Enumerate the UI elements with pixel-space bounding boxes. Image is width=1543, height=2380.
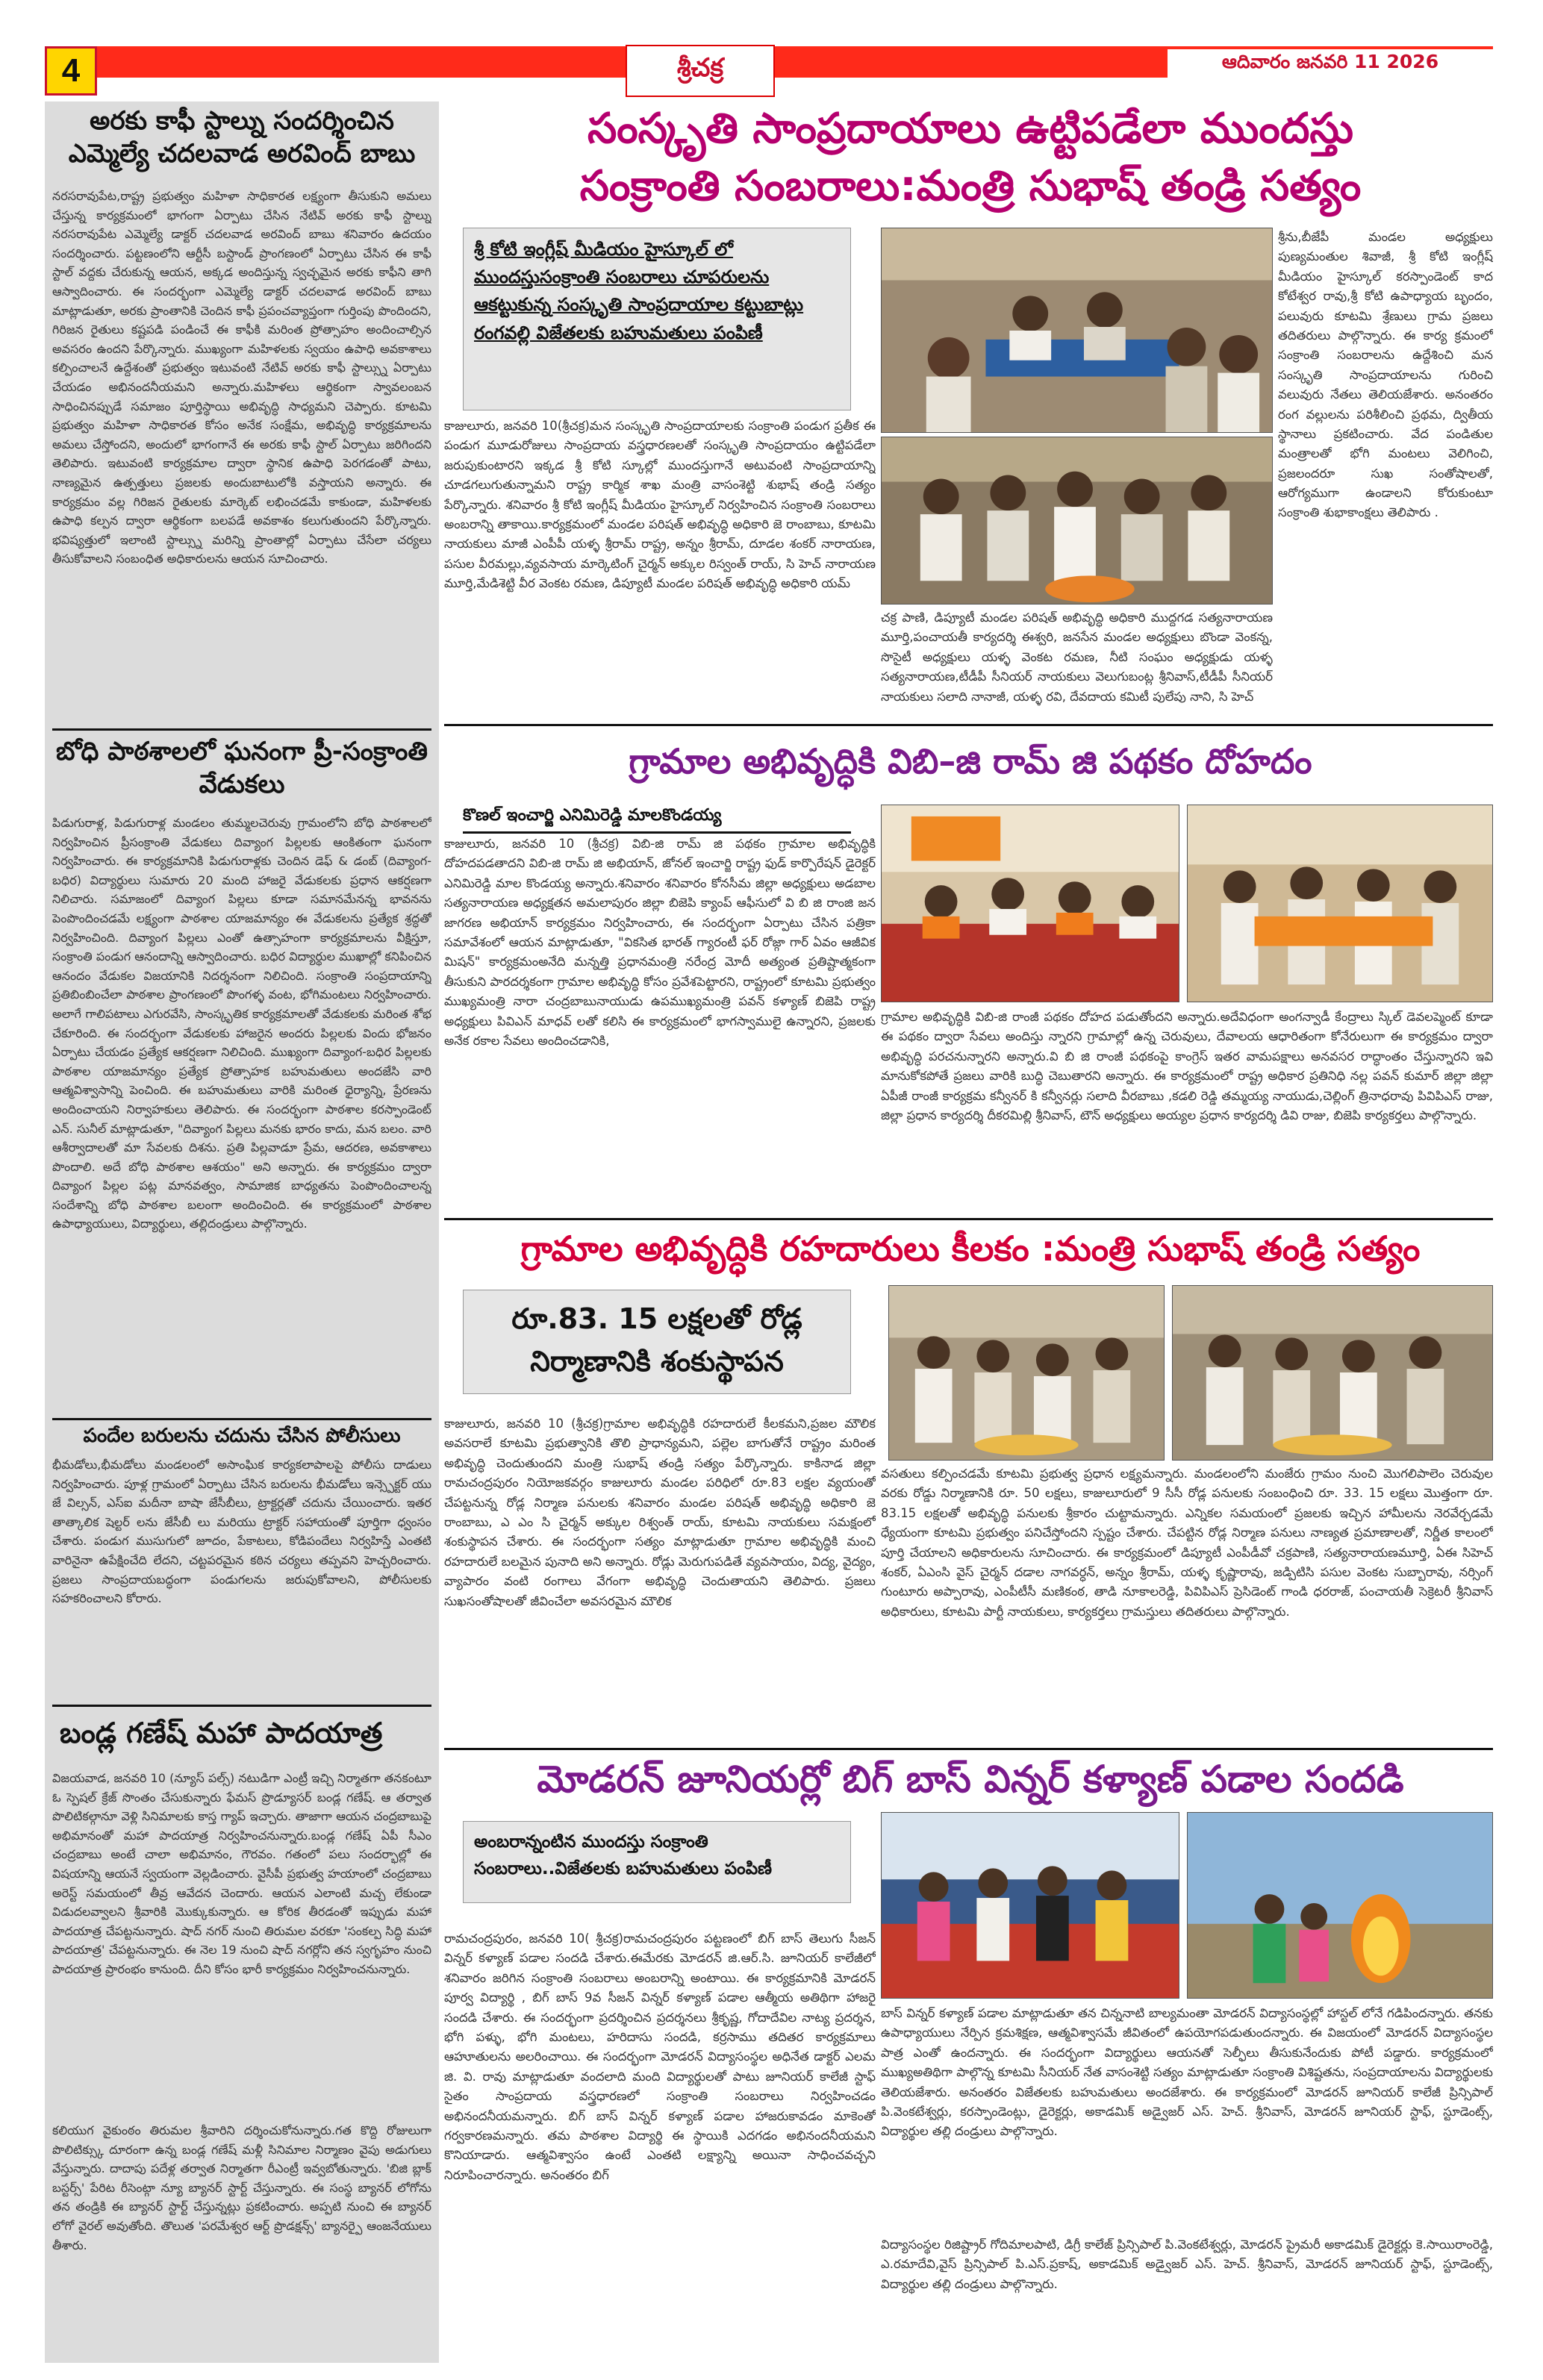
article-body-bigg-boss-right: బాస్ విన్నర్ కళ్యాణ్ పడాల మాట్లాడుతూ తన చిన్ననాటి బాల్యమంతా మోడరన్ విద్యాసంస్థల్లో హాస్టల్ లోనే గడిపిందన్నారు. తనకు ఉపాధ్యాయులు నేర్పిన క్రమశిక్షణ, ఆత్మవిశ్వాసమే జీవితంలో ఉపయోగపడుతుందన్నారు. ఈ విజయంలో మోడరన్ విద్యాసంస్థల పాత్ర ఎంతో ఉందన్నారు. ఈ సందర్భంగా విద్యార్థులు ఆయనతో సెల్ఫీలు తీసుకునేందుకు పోటీ పడ్డారు. కార్యక్రమంలో ముఖ్యఅతిథిగా పాల్గొన్న కూటమి సీనియర్ నేత వాసంశెట్టి సత్యం మాట్లాడుతూ సంక్రాంతి విశిష్టతను, సంప్రదాయాలను విద్యార్థులకు తెలియజేశారు. అనంతరం విజేతలకు బహుమతులు అందజేశారు. ఈ కార్యక్రమంలో మోడరన్ జూనియర్ కాలేజీ ప్రిన్సిపాల్ పి.వెంకటేశ్వర్లు, కరస్పాండెంట్లు, డైరెక్టర్లు, అకాడమిక్ అడ్వైజర్ ఎస్. హెచ్. శ్రీనివాస్, మోడరన్ జూనియర్ స్టాఫ్, స్టూడెంట్స్, విద్యార్థుల తల్లి దండ్రులు పాల్గొన్నారు. bbox=[881, 2006, 1493, 2139]
subheadline-sankranti: శ్రీ కోటి ఇంగ్లీష్ మీడియం హైస్కూల్ లో ముందస్తుసంక్రాంతి సంబరాలు చూపరులను ఆకట్టుకున్న సంస్కృతి సాంప్రదాయాల కట్టుబాట్లు రంగవల్లి విజేతలకు బహుమతులు పంపిణీ bbox=[463, 228, 851, 410]
article-body-sankranti-right: శ్రీను,బీజేపీ మండల అధ్యక్షులు పుణ్యమంతుల శివాజీ, శ్రీ కోటి ఇంగ్లీష్ మీడియం హైస్కూల్ కరస్పాండెంట్ కాద కోటేశ్వర రావు,శ్రీ కోటి ఉపాధ్యాయ బృందం, పలువురు కూటమి శ్రేణులు గ్రామ ప్రజలు తదితరులు పాల్గొన్నారు. ఈ కార్య క్రమంలో సంక్రాంతి సంబరాలను ఉద్దేశించి మన సంస్కృతి సాంప్రదాయాలను గురించి వలువురు నేతలు తెలియజేశారు. అనంతరం రంగ వల్లులను పరిశీలించి ప్రథమ, ద్వితీయ స్థానాలు ప్రకటించారు. వేద పండితుల మంత్రాలతో భోగి మంటలు వెలిగించి, ప్రజలందరూ సుఖ సంతోషాలతో, ఆరోగ్యముగా ఉండాలని కోరుకుంటూ సంక్రాంతి శుభాకాంక్షలు తెలిపారు . bbox=[1278, 230, 1493, 520]
headline-sankranti-line2: సంక్రాంతి సంబరాలు:మంత్రి సుభాష్ తండ్రి సత్యం bbox=[579, 162, 1362, 210]
divider bbox=[444, 724, 1493, 726]
byline-vb-g-ramji: కొణల్ ఇంచార్జి ఎనిమిరెడ్డి మాలకొండయ్య bbox=[463, 806, 851, 834]
photo-bjp-press-meet bbox=[881, 805, 1179, 1002]
photo-sankranti-bonfire bbox=[881, 437, 1273, 605]
divider bbox=[52, 1418, 431, 1420]
article-body-bandla-ganesh-cont: కలియుగ వైకుంఠం తిరుమల శ్రీవారిని దర్శించుకోనున్నారు.గత కొద్ది రోజులుగా పొలిటిక్స్కు దూరంగా ఉన్న బండ్ల గణేష్ మళ్లీ సినిమాల నిర్మాణం వైపు అడుగులు వేస్తున్నారు. దాదాపు పదేళ్ల తర్వాత నిర్మాతగా రీఎంట్రీ ఇవ్వబోతున్నారు. 'బిజి బ్లాక్ బస్టర్స్' పేరిట రీసెంట్గా న్యూ బ్యానర్ స్టార్ట్ చేస్తున్నారు. ఈ సంస్థ బ్యానర్ లోగోను తన తండ్రికి ఈ బ్యానర్ స్టార్ట్ చేస్తున్నట్లు ప్రకటించారు. అప్పటి నుంచి ఈ బ్యానర్ లోగో వైరల్ అవుతోంది. తొలుత 'పరమేశ్వర ఆర్ట్ ప్రొడక్షన్స్' బ్యానర్పై ఆంజనేయులు తీశారు. bbox=[52, 2123, 431, 2252]
article-body-araku-coffee: నరసరావుపేట,రాష్ట్ర ప్రభుత్వం మహిళా సాధికారత లక్ష్యంగా తీసుకుని అమలు చేస్తున్న కార్యక్రమంలో భాగంగా ఏర్పాటు చేసిన నేటివ్ అరకు కాఫీ స్టాల్ను నరసరావుపేట ఎమ్మెల్యే డాక్టర్ చదలవాడ అరవింద్ బాబు శనివారం ఉదయం సందర్శించారు. పట్టణంలోని ఆర్టీసీ బస్టాండ్ ప్రాంగణంలో ఏర్పాటు చేసిన ఈ కాఫీ స్టాల్ వద్దకు చేరుకున్న ఆయన, అక్కడ అందిస్తున్న స్వచ్ఛమైన అరకు కాఫీని తాగి ఆస్వాదించారు. ఈ సందర్భంగా ఎమ్మెల్యే డాక్టర్ చదలవాడ అరవింద్ బాబు మాట్లాడుతూ, అరకు ప్రాంతానికి చెందిన కాఫీ ప్రపంచవ్యాప్తంగా గుర్తింపు పొందిందని, గిరిజన రైతులు కష్టపడి పండించే ఈ కాఫీకి మరింత ప్రోత్సాహం అందించాల్సిన అవసరం ఉందని పేర్కొన్నారు. ముఖ్యంగా మహిళలకు స్వయం ఉపాధి అవకాశాలు కల్పించాలనే ఉద్దేశంతో ప్రభుత్వం ఇటువంటి నేటివ్ అరకు కాఫీ స్టాల్స్ను ఏర్పాటు చేయడం అభినందనీయమని అన్నారు.మహిళలు ఆర్థికంగా స్వావలంబన సాధించినప్పుడే సమాజం పూర్తిస్థాయి అభివృద్ధి సాధ్యమని చెప్పారు. కూటమి ప్రభుత్వం మహిళా సాధికారత కోసం అనేక సంక్షేమ, అభివృద్ధి కార్యక్రమాలను అమలు చేస్తోందని, అందులో భాగంగానే ఈ అరకు కాఫీ స్టాల్ ఏర్పాటు జరిగిందని తెలిపారు. ఇటువంటి కార్యక్రమాల ద్వారా స్థానిక ఉపాధి పెరగడంతో పాటు, నాణ్యమైన ఉత్పత్తులు ప్రజలకు అందుబాటులోకి వస్తాయని అన్నారు. ఈ కార్యక్రమం వల్ల గిరిజన రైతులకు మార్కెట్ లభించడమే కాకుండా, మహిళలకు ఉపాధి కల్పన ద్వారా ఆర్థికంగా బలపడే అవకాశం కలుగుతుందని పేర్కొన్నారు. భవిష్యత్తులో ఇలాంటి స్టాల్స్ను మరిన్ని ప్రాంతాల్లో ఏర్పాటు చేసేలా చర్యలు తీసుకోవాలని సంబంధిత అధికారులను ఆయన సూచించారు. bbox=[52, 189, 431, 566]
article-body-vb-g-ramji: కాజులూరు, జనవరి 10 (శ్రీచక్ర) విబి-జి రామ్ జి పథకం గ్రామాల అభివృద్ధికి దోహదపడతాదని విబి-జి రామ్ జి అభియాన్, జోనల్ ఇంచార్జి రాష్ట్ర ఫుడ్ కార్పొరేషన్ డైరెక్టర్ ఎనిమిరెడ్డి మాల కొండయ్య అన్నారు.శనివారం శనివారం కోనసీమ జిల్లా అధ్యక్షులు అడబాల సత్యనారాయణ అధ్యక్షతన అమలాపురం జిల్లా బిజెపి క్యాంప్ ఆఫీసులో వి బి జి రాంజి జన జాగరణ అభియాన్ కార్యక్రమం నిర్వహించారు, ఈ సందర్భంగా ఏర్పాటు చేసిన పత్రికా సమావేశంలో ఆయన మాట్లాడుతూ, "వికసిత భారత్ గ్యారంటీ ఫర్ రోజ్గా గార్ ఏవం ఆజీవిక మిషన్" కార్యక్రమంఅనేది మన్నత్తి ప్రధానమంత్రి నరేంద్ర మోదీ అత్యంత ప్రతిష్టాత్మకంగా తీసుకుని పారదర్శకంగా గ్రామాల అభివృద్ధి కోసం ప్రవేశపెట్టారని, రాష్ట్రంలో కూటమి ప్రభుత్వం ముఖ్యమంత్రి నారా చంద్రబాబునాయుడు ఉపముఖ్యమంత్రి పవన్ కళ్యాణ్ బిజెపి రాష్ట్ర అధ్యక్షులు పివిఎన్ మాధవ్ లతో కలిసి ఈ కార్యక్రమంలో భాగస్వాములై ఉన్నారని, ప్రజలకు అనేక రకాల సేవలు అందించడానికి, bbox=[444, 837, 876, 1048]
article-body-bigg-boss-mid: విద్యాసంస్థల రిజిష్ట్రార్ గోదిమాలపాటి, డిగ్రీ కాలేజ్ ప్రిన్సిపాల్ పి.వెంకటేశ్వర్లు, మోడరన్ ప్రైమరీ అకాడమిక్ డైరెక్టర్లు కె.సాయిరాంరెడ్డి, ఎ.రమాదేవి,వైస్ ప్రిన్సిపాల్ పి.ఎస్.ప్రకాష్, అకాడమిక్ అడ్వైజర్ ఎస్. హెచ్. శ్రీనివాస్, మోడరన్ జూనియర్ స్టాఫ్, స్టూడెంట్స్, విద్యార్థుల తల్లి దండ్రులు పాల్గొన్నారు. bbox=[881, 2237, 1493, 2291]
photo-sankranti-stage bbox=[881, 228, 1273, 433]
divider bbox=[444, 1218, 1493, 1220]
subheadline-roads: రూ.83. 15 లక్షలతో రోడ్ల నిర్మాణానికి శంకుస్థాపన bbox=[463, 1290, 851, 1394]
divider bbox=[52, 1705, 431, 1707]
article-title-police: పందేల బరులను చదును చేసిన పోలీసులు bbox=[83, 1425, 401, 1447]
article-body-roads-right: వసతులు కల్పించడమే కూటమి ప్రభుత్వ ప్రధాన లక్ష్యమన్నారు. మండలంలోని మంజేరు గ్రామం నుంచి మొగలిపాలెం చెరువుల వరకు రోడ్డు నిర్మాణానికి రూ. 50 లక్షలు, కాజులూరులో 9 సీసీ రోడ్ల పనులకు సంబంధించి రూ. 33. 15 లక్షలు మొత్తంగా రూ. 83.15 లక్షలతో అభివృద్ధి పనులకు శ్రీకారం చుట్టామన్నారు. ఎన్నికల సమయంలో ప్రజలకు ఇచ్చిన హామీలను నెరవేర్చడమే ధ్యేయంగా కూటమి ప్రభుత్వం పనిచేస్తోందని స్పష్టం చేశారు. చేపట్టిన రోడ్ల నిర్మాణ పనులు నాణ్యత ప్రమాణాలతో, నిర్ణీత కాలంలో పూర్తి చేయాలని అధికారులను సూచించారు. ఈ కార్యక్రమంలో డిప్యూటీ ఎంపీడీవో చక్రపాణి, సత్యనారాయణమూర్తి, ఏఈ సిహెచ్ శంకర్, ఏఎంసి వైస్ చైర్మన్ దడాల నాగవర్ధన్, అన్నం శ్రీరామ్, యళ్ళ కృష్ణారావు, జడ్పిటిసి పసుల వెంకట సుబ్బారావు, నర్సింగ్ గుంటూరు అప్పారావు, ఎంపీటీసీ మణికంఠ, తాడి నూకాలరెడ్డి, పివిపిఎస్ ప్రెసిడెంట్ గాండి ధరరాజ్, పంచాయతీ సెక్రెటరీ శ్రీనివాస్ అధికారులు, కూటమి పార్టీ నాయకులు, కార్యకర్తలు గ్రామస్తులు తదితరులు పాల్గొన్నారు. bbox=[881, 1467, 1493, 1619]
article-title-bodhi-school: బోధి పాఠశాలలో ఘనంగా ప్రీ-సంక్రాంతి వేడుకలు bbox=[56, 737, 428, 800]
article-title-bandla-ganesh: బండ్ల గణేష్ మహా పాదయాత్ర bbox=[60, 1717, 383, 1749]
article-body-bodhi-school: పిడుగురాళ్ల, పిడుగురాళ్ల మండలం తుమ్మలచెరువు గ్రామంలోని బోధి పాఠశాలలో నిర్వహించిన ప్రీసంక్రాంతి వేడుకలు దివ్యాంగ పిల్లలకు ఆంకితంగా ఘనంగా నిర్వహించారు. ఈ కార్యక్రమానికి పిడుగురాళ్లకు చెందిన డెఫ్ & డంబ్ (దివ్యాంగ-బధిర) విద్యార్థులు సుమారు 20 మంది హాజరై వేడుకలకు ప్రధాన ఆకర్షణగా నిలిచారు. సమాజంలో దివ్యాంగ పిల్లలు కూడా సమానమేనన్న భావనను పెంపొందించడమే లక్ష్యంగా పాఠశాల యాజమాన్యం ఈ వేడుకలను ప్రత్యేక శ్రద్ధతో నిర్వహించింది. దివ్యాంగ పిల్లలు ఎంతో ఉత్సాహంగా కార్యక్రమాలను వీక్షిస్తూ, సంక్రాంతి పండుగ ఆనందాన్ని ఆస్వాదించారు. బధిర విద్యార్థుల ముఖాల్లో కనిపించిన ఆనందం వేడుకల విజయానికి నిదర్శనంగా నిలిచింది. సంక్రాంతి సంప్రదాయాన్ని ప్రతిబింబించేలా పాఠశాల ప్రాంగణంలో పొంగళ్ళ వంట, భోగిమంటలు నిర్వహించారు. అలాగే గాలిపటాలు ఎగురవేసి, సాంస్కృతిక కార్యక్రమాలతో వేడుకలకు మరింత శోభ చేకూరింది. ఈ సందర్భంగా వేడుకలకు హాజరైన అందరు పిల్లలకు విందు భోజనం ఏర్పాటు చేయడం ప్రత్యేక ఆకర్షణగా నిలిచింది. ముఖ్యంగా దివ్యాంగ-బధిర పిల్లలకు పాఠశాల యాజమాన్యం ప్రత్యేక ప్రోత్సాహక బహుమతులు అందజేసి వారి ఆత్మవిశ్వాసాన్ని పెంచింది. ఈ బహుమతులు వారికి మరింత ధైర్యాన్ని, ప్రేరణను అందించాయని నిర్వాహకులు తెలిపారు. ఈ సందర్భంగా పాఠశాల కరస్పాండెంట్ ఎన్. సునీల్ మాట్లాడుతూ, "దివ్యాంగ పిల్లలు మనకు భారం కాదు, మన బలం. వారి ఆశీర్వాదాలతో మా సేవలకు దిశను. ప్రతి పిల్లవాడూ ప్రేమ, ఆదరణ, అవకాశాలు పొందాలి. అదే బోధి పాఠశాల ఆశయం" అని అన్నారు. ఈ కార్యక్రమం ద్వారా దివ్యాంగ పిల్లల పట్ల మానవత్వం, సామాజిక బాధ్యతను పెంపొందించాలన్న సందేశాన్ని బోధి పాఠశాల బలంగా అందించింది. ఈ కార్యక్రమంలో పాఠశాల ఉపాధ్యాయులు, విద్యార్థులు, తల్లిదండ్రులు పాల్గొన్నారు. bbox=[52, 816, 431, 1231]
headline-sankranti-line1: సంస్కృతి సాంప్రదాయాలు ఉట్టిపడేలా ముందస్తు bbox=[587, 104, 1354, 153]
photo-bigg-boss-bonfire bbox=[1187, 1812, 1493, 1999]
article-body-sankranti: కాజులూరు, జనవరి 10(శ్రీచక్ర)మన సంస్కృతి సాంప్రదాయాలకు సంక్రాంతి పండుగ ప్రతీక ఈ పండుగ మూడురోజులు సాంప్రదాయ వస్త్రధారణలతో సంస్కృతి సాంప్రదాయం ఉట్టిపడేలా జరుపుకుంటారని ఇక్కడ శ్రీ కోటి స్కూల్లో ముందస్తుగానే అటువంటి సాంప్రదాయాన్ని చూడగలుగుతున్నామని రాష్ట్ర కార్మిక శాఖ మంత్రి వాసంశెట్టి శుభాష్ తండ్రి సత్యం పేర్కొన్నారు. శనివారం శ్రీ కోటి ఇంగ్లీష్ మీడియం హైస్కూల్ నిర్వహించిన సంక్రాంతి సంబరాలు అంబరాన్ని తాకాయి.కార్యక్రమంలో మండల పరిషత్ అభివృద్ధి అధికారి జె రాంబాబు, కూటమి నాయకులు మాజీ ఎంపీపీ యళ్ళ శ్రీరామ్ రాష్ట్ర, అన్నం శ్రీరామ్, దూడల శంకర్ నారాయణ, పసుల వీరమల్లు,వ్యవసాయ మార్కెటింగ్ చైర్మన్ అక్కుల రిస్వంత్ రాయ్, సి హెచ్ నారాయణ మూర్తి,మేడిశెట్టి వీర వెంకట రమణ, డిప్యూటీ మండల పరిషత్ అభివృద్ధి అధికారి యమ్ bbox=[444, 419, 876, 591]
photo-bjp-posters bbox=[1187, 805, 1493, 1002]
article-body-sankranti-mid: చక్ర పాణి, డిప్యూటీ మండల పరిషత్ అభివృద్ధి అధికారి ముద్దగడ సత్యనారాయణ మూర్తి,పంచాయతీ కార్యదర్శి ఈశ్వరి, జనసేన మండల అధ్యక్షులు బొండా వెంకన్న, సొసైటీ అధ్యక్షులు యళ్ళ వెంకట రమణ, నీటి సంఘం అధ్యక్షుడు యళ్ళ సత్యనారాయణ,టీడీపీ సీనియర్ నాయకులు వెలుగుబంట్ల శ్రీనివాస్,టీడీపీ సీనియర్ నాయకులు సలాది నానాజీ, యళ్ళ రవి, దేవదాయ కమిటీ పులేపు నాని, సి హెచ్ bbox=[881, 610, 1273, 704]
newspaper-logo: శ్రీచక్ర bbox=[626, 45, 775, 97]
divider bbox=[52, 728, 431, 731]
photo-bigg-boss-stage bbox=[881, 1812, 1179, 1999]
article-body-bigg-boss: రామచంద్రపురం, జనవరి 10( శ్రీచక్ర)రామచంద్రపురం పట్టణంలో బిగ్ బాస్ తెలుగు సీజన్ విన్నర్ కళ్యాణ్ పడాల సందడి చేశారు.ఈమేరకు మోడరన్ జి.ఆర్.సి. జూనియర్ కాలేజీలో శనివారం జరిగిన సంక్రాంతి సంబరాలు అంబరాన్ని అంటాయి. ఈ కార్యక్రమానికి మోడరన్ పూర్వ విద్యార్థి , బిగ్ బాస్ 9వ సీజన్ విన్నర్ కళ్యాణ్ పడాల ఆత్మీయ అతిథిగా హాజరై సందడి చేశారు. ఈ సందర్భంగా ప్రదర్శించిన ప్రదర్శనలు శ్రీకృష్ణ, గోదాదేవిల నాట్య ప్రదర్శన, భోగి పళ్ళు, భోగి మంటలు, హరిదాసు సందడి, కర్రసాము తదితర కార్యక్రమాలు ఆహూతులను అలరించాయి. ఈ సందర్భంగా మోడరన్ విద్యాసంస్థల అధినేత డాక్టర్ ఎలమ జి. వి. రావు మాట్లాడుతూ వందలాది మంది విద్యార్థులతో పాటు జూనియర్ కాలేజీ స్టాఫ్ సైతం సాంప్రదాయ వస్త్రధారణలో సంక్రాంతి సంబరాలు నిర్వహించడం అభినందనీయమన్నారు. బిగ్ బాస్ విన్నర్ కళ్యాణ్ పడాల హాజరుకావడం మాకెంతో గర్వకారణమన్నారు. తమ పాఠశాల విద్యార్థి ఈ స్థాయికి ఎదగడం అభినందనీయమని కొనియాడారు. ఆత్మవిశ్వాసం ఉంటే ఎంతటి లక్ష్యాన్ని అయినా సాధించవచ్చని నిరూపించారన్నారు. అనంతరం బిగ్ bbox=[444, 1931, 876, 2182]
article-title-araku-coffee: అరకు కాఫీ స్టాల్ను సందర్శించిన ఎమ్మెల్యే చదలవాడ అరవింద్ బాబు bbox=[68, 106, 416, 169]
divider bbox=[444, 1748, 1493, 1750]
headline-roads: గ్రామాల అభివృద్ధికి రహదారులు కీలకం :మంత్రి సుభాష్ తండ్రి సత్యం bbox=[520, 1228, 1421, 1269]
article-body-roads: కాజులూరు, జనవరి 10 (శ్రీచక్ర)గ్రామాల అభివృద్ధికి రహదారులే కీలకమని,ప్రజల మౌలిక అవసరాలే కూటమి ప్రభుత్వానికి తొలి ప్రాధాన్యమని, పల్లెల బాగుతోనే రాష్ట్రం మరింత అభివృద్ధి చెందుతుందని మంత్రి సుభాష్ తండ్రి సత్యం పేర్కొన్నారు. కాకినాడ జిల్లా రామచంద్రపురం నియోజకవర్గం కాజులూరు మండల పరిధిలో రూ.83 లక్షల వ్యయంతో చేపట్టనున్న రోడ్ల నిర్మాణ పనులకు శనివారం మండల పరిషత్ అభివృద్ధి అధికారి జె రాంబాబు, ఎ ఎం సి చైర్మన్ అక్కుల రిశ్వంత్ రాయ్, కూటమి నాయకులు సమక్షంలో శంకుస్థాపన చేశారు. ఈ సందర్భంగా సత్యం మాట్లాడుతూ గ్రామాల అభివృద్ధికి మంచి రహదారులే బలమైన పునాది అని అన్నారు. రోడ్లు మెరుగుపడితే వ్యవసాయం, విద్య, వైద్యం, వ్యాపారం వంటి రంగాలు వేగంగా అభివృద్ధి చెందుతాయని తెలిపారు. ప్రజలు సుఖసంతోషాలతో జీవించేలా అవసరమైన మౌలిక bbox=[444, 1417, 876, 1608]
article-body-police: భీమడోలు,భీమడోలు మండలంలో అసాంఘిక కార్యకలాపాలపై పోలీసు దాడులు నిర్వహించారు. పూళ్ల గ్రామంలో ఏర్పాటు చేసిన బరులను భీమడోలు ఇన్స్పెక్టర్ యు జే విల్సన్, ఎస్ఐ మదీనా బాషా జేసీబీలు, ట్రాక్టర్లతో చదును చేయించారు. ఇతర తాత్కాలిక షెల్టర్ లను జేసీబీ లు మరియు ట్రాక్టర్ సహాయంతో పూర్తిగా ధ్వంసం చేశారు. పండుగ ముసుగులో జూదం, పేకాటలు, కోడిపందేలు నిర్వహిస్తే ఎంతటి వారినైనా ఉపేక్షించేది లేదని, చట్టపరమైన కఠిన చర్యలు తప్పవని హెచ్చరించారు. ప్రజలు సాంప్రదాయబద్ధంగా పండుగలను జరుపుకోవాలని, పోలీసులకు సహకరించాలని కోరారు. bbox=[52, 1458, 431, 1606]
page-number: 4 bbox=[45, 46, 97, 96]
headline-vb-g-ramji: గ్రామాల అభివృద్ధికి విబి–జి రామ్ జి పథకం దోహదం bbox=[629, 741, 1312, 781]
subheadline-bigg-boss: అంబరాన్నంటిన ముందస్తు సంక్రాంతి సంబరాలు..విజేతలకు బహుమతులు పంపిణీ bbox=[463, 1821, 851, 1903]
issue-date: ఆదివారం జనవరి 11 2026 bbox=[1168, 49, 1493, 79]
headline-bigg-boss: మోడరన్ జూనియర్లో బిగ్ బాస్ విన్నర్ కళ్యాణ్ పడాల సందడి bbox=[537, 1758, 1404, 1801]
article-body-vb-g-ramji-right: గ్రామాల అభివృద్ధికి విబి-జి రాంజీ పథకం దోహద పడుతోందని అన్నారు.అదేవిధంగా అంగన్వాడీ కేంద్రాలు స్కిల్ డెవలప్మెంట్ కూడా ఈ పథకం ద్వారా సేవలు అందిస్తు న్నారని గ్రామాల్లో ఉన్న చెరువులు, దేవాలయ ఆధారితంగా కోనేరులుగా ఈ కార్యక్రమం ద్వారా అభివృద్ధి పరచనున్నారని అన్నారు.వి బి జి రాంజీ పథకంపై కాంగ్రెస్ ఇతర వామపక్షాలు అనవసర రాద్ధాంతం చేస్తున్నారని ఇవి మానుకోకపోతే ప్రజలు వారికి బుద్ధి చెబుతారని అన్నారు. ఈ కార్యక్రమంలో రాష్ట్ర అధికార ప్రతినిధి నల్ల పవన్ కుమార్ జిల్లా జిల్లా ఏపీజీ రాంజీ కార్యక్రమ కన్వీనర్ కి కన్వీనర్లు సలాది వీరబాబు ,కడలి రెడ్డి తమ్మయ్య నాయుడు,చెల్లింగ్ త్రినాధరావు పివిపిఎస్ రాజు, జిల్లా ప్రధాన కార్యదర్శి దీకరమిల్లి శ్రీనివాస్, టౌన్ అధ్యక్షులు అయ్యల ప్రధాన కార్యదర్శి డివి రాజు, బిజెపి కార్యకర్తలు పాల్గొన్నారు. bbox=[881, 1010, 1493, 1122]
article-body-bandla-ganesh: విజయవాడ, జనవరి 10 (న్యూస్ పల్స్) నటుడిగా ఎంట్రీ ఇచ్చి నిర్మాతగా తనకంటూ ఓ స్పెషల్ క్రేజ్ సొంతం చేసుకున్నారు ఫేమస్ ప్రొడ్యూసర్ బండ్ల గణేష్. ఆ తర్వాత పొలిటికల్గానూ వెళ్లి సినిమాలకు కాస్త గ్యాప్ ఇచ్చారు. తాజాగా ఆయన చంద్రబాబుపై అభిమానంతో మహా పాదయాత్ర నిర్వహించనున్నారు.బండ్ల గణేష్ ఏపీ సీఎం చంద్రబాబు అంటే చాలా అభిమానం, గౌరవం. గతంలో పలు సందర్భాల్లో ఈ విషయాన్ని ఆయనే స్వయంగా వెల్లడించారు. వైసీపీ ప్రభుత్వ హయాంలో చంద్రబాబు అరెస్ట్ సమయంలో తీవ్ర ఆవేదన చెందారు. ఆయన ఎలాంటి మచ్చ లేకుండా విడుదలవ్వాలని శ్రీవారికి మొక్కుకున్నారు. ఆ కోరిక తీరడంతో ఇప్పుడు మహా పాదయాత్ర చేపట్టనున్నారు. షాద్ నగర్ నుంచి తిరుమల వరకూ 'సంకల్ప సిద్ధి మహా పాదయాత్ర' చేపట్టనున్నారు. ఈ నెల 19 నుంచి షాద్ నగర్లోని తన స్వగృహం నుంచి పాదయాత్ర ప్రారంభం కానుంది. దీని కోసం భారీ కార్యక్రమం నిర్వహించనున్నారు. bbox=[52, 1771, 431, 1976]
photo-road-foundation-1 bbox=[888, 1285, 1165, 1461]
photo-road-foundation-2 bbox=[1172, 1285, 1493, 1461]
